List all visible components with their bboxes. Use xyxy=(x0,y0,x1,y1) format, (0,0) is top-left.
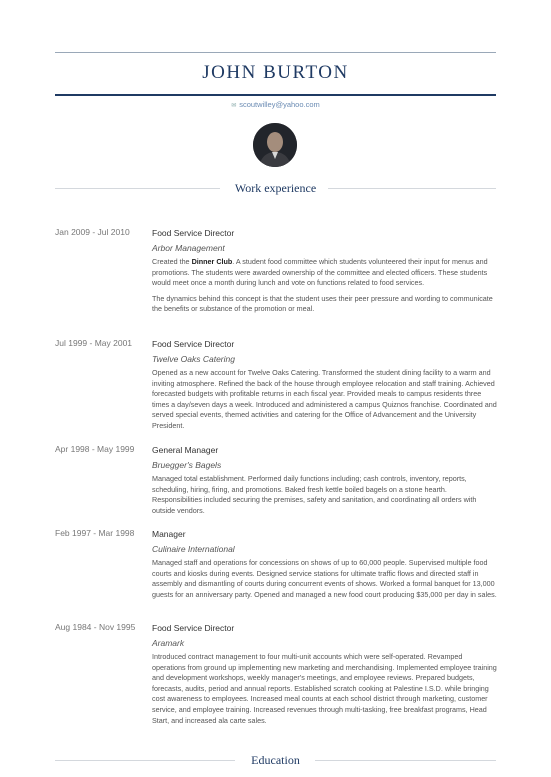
profile-photo xyxy=(253,123,297,167)
header-top-rule xyxy=(55,52,496,53)
job-date: Feb 1997 - Mar 1998 xyxy=(55,528,135,538)
job-date: Jul 1999 - May 2001 xyxy=(55,338,133,348)
job-role: Food Service Director xyxy=(152,339,235,349)
email-icon: ✉ xyxy=(231,103,237,109)
job-role: General Manager xyxy=(152,445,219,455)
job-description: Managed total establishment. Performed daily functions including; cash controls, inventory, reports, scheduling, hiring, firing, and promotions. Baked fresh kettle boiled bagels on a stone hearth. Responsibilities included securing the premises, safety and sanitation, and coordinating all orders with outside vendors. xyxy=(152,474,477,515)
job-company: Bruegger's Bagels xyxy=(152,460,222,470)
job-company: Aramark xyxy=(152,638,185,648)
job-description: Introduced contract management to four multi-unit accounts which were self-operated. Revamped operations from ground up implementing new marketing and merchandising. Implemented employee training and development workshops, weekly manager's meetings, and employee reviews. Prepared budgets, forecasts, audits, period and annual reports. Established scratch cooking at Palestine I.S.D. while bringing cost awareness to employees. Increased meal counts at each school district through marketing, customer service, and employee training. Increased revenues through multi-tasking, free breakfast programs, Head Start, and increased ala carte sales. xyxy=(152,652,497,725)
header-bottom-rule xyxy=(55,94,496,96)
job-company: Culinaire International xyxy=(152,544,235,554)
section-title-education: Education xyxy=(251,753,300,767)
email-line xyxy=(0,100,551,109)
education-heading xyxy=(55,753,496,767)
section-title-work: Work experience xyxy=(234,181,317,195)
job-date: Apr 1998 - May 1999 xyxy=(55,444,135,454)
job-role: Food Service Director xyxy=(152,623,235,633)
job-description: Opened as a new account for Twelve Oaks Catering. Transformed the student dining facility to a warm and inviting atmosphere. Refined the back of the house through employee relocation and staff training. Achieved forecasted budgets with profitable returns in each fiscal year. Provided meals to campus residents three times a day/seven days a week. Introduced and administered a campus Quiznos franchise. Coordinated and served special events, themed activities and catering for the Office of Advancement and the University President. xyxy=(152,368,497,430)
job-description: Created the Dinner Club. A student food committee which students volunteered their input for menus and promotions. The students were awarded ownership of the committee and elected officers. These students would meet once a month during lunch and vote on functions related to food services. The dynamics behind this concept is that the student uses their peer pressure and wording to communicate the benefits or substance of the promotion or meal. xyxy=(152,257,493,314)
email-link[interactable]: scoutwilley@yahoo.com xyxy=(239,100,320,109)
job-role: Food Service Director xyxy=(152,228,235,238)
avatar xyxy=(253,123,297,167)
job-role: Manager xyxy=(152,529,186,539)
job-company: Twelve Oaks Catering xyxy=(152,354,235,364)
job-company: Arbor Management xyxy=(152,243,225,253)
dinner-club-bold: Dinner Club xyxy=(191,257,233,266)
candidate-name: JOHN BURTON xyxy=(202,62,349,83)
job-date: Jan 2009 - Jul 2010 xyxy=(55,227,130,237)
work-experience-heading xyxy=(55,181,496,195)
job-description: Managed staff and operations for concessions on shows of up to 60,000 people. Supervised multiple food courts and kiosks during events. Designed service stations for ultimate traffic flows and directed staff in assembly and dismantling of courts during concurrent events of shows. Worked a formal banquet for 13,000 guests for an anniversary party. Opened and managed a new food court producing $35,000 per day in sales. xyxy=(152,558,497,599)
job-date: Aug 1984 - Nov 1995 xyxy=(55,622,136,632)
